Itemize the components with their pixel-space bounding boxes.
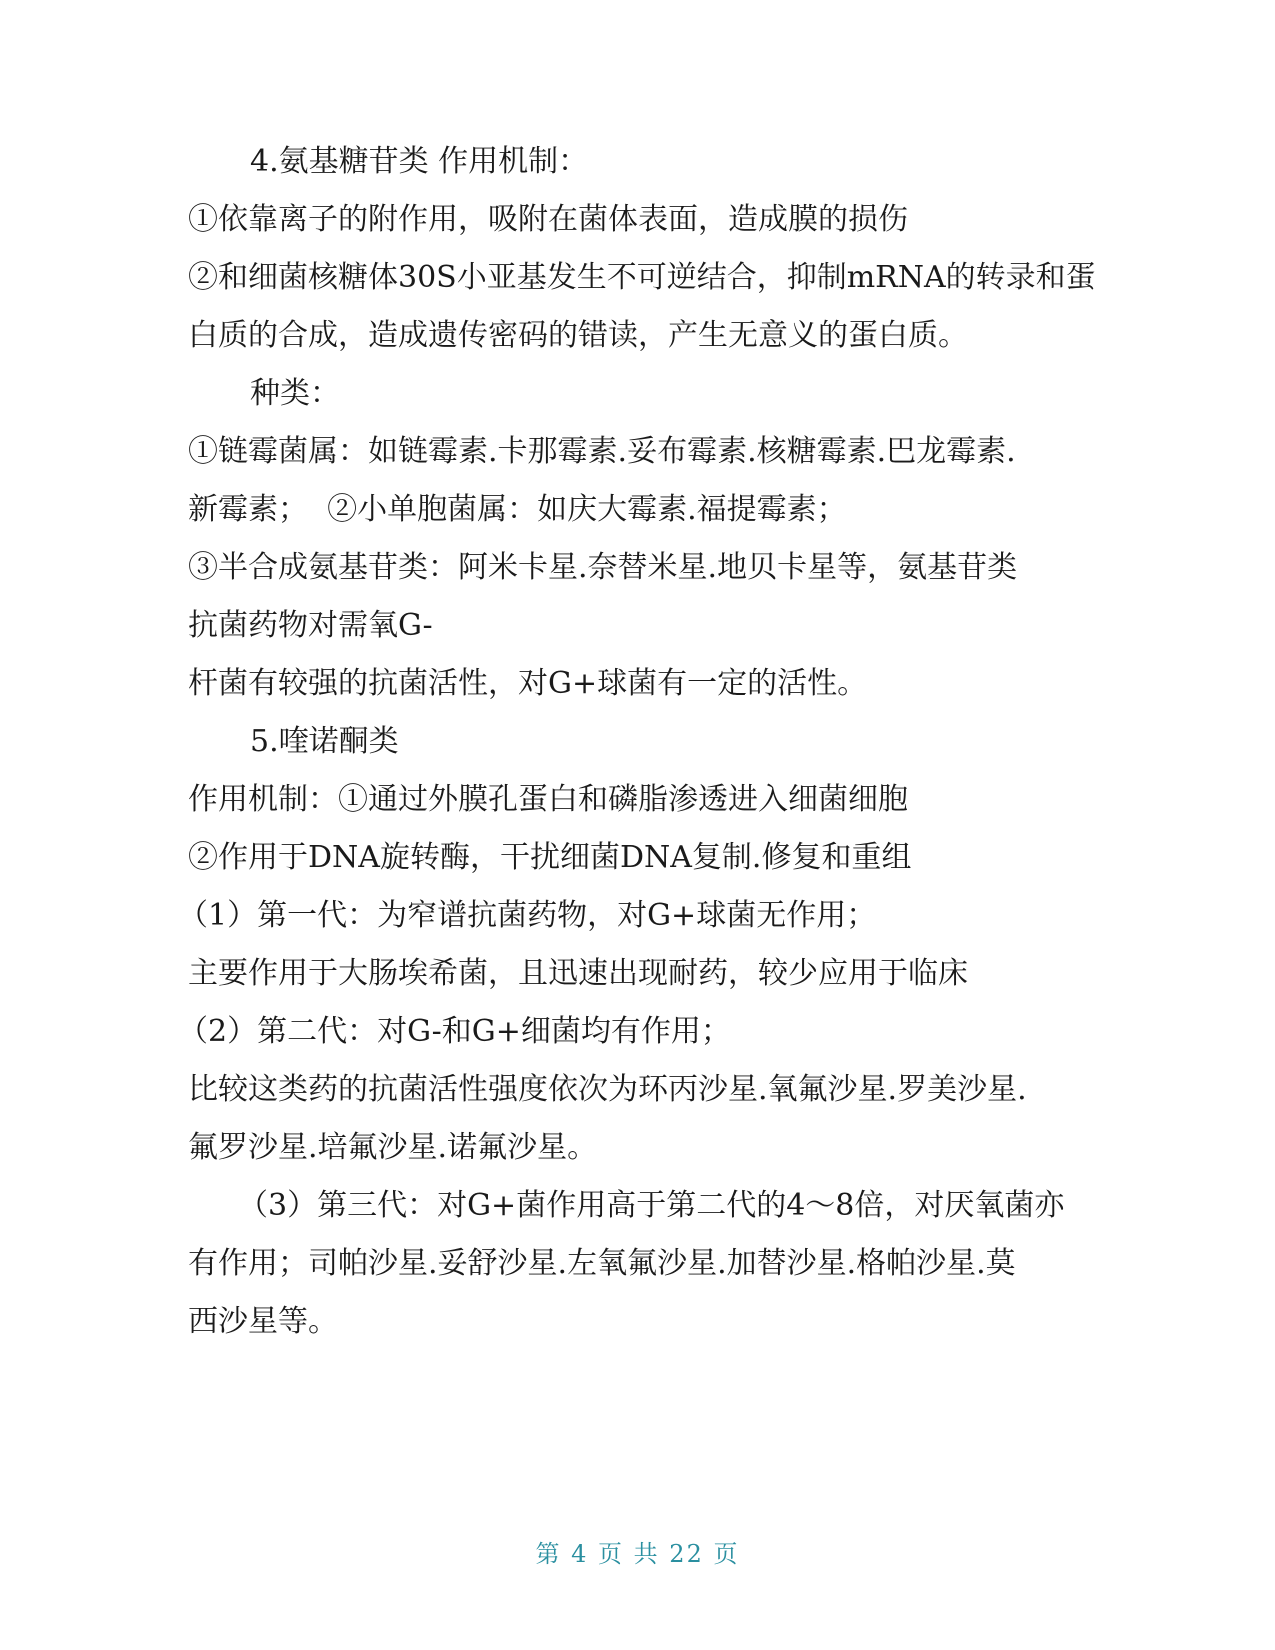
paragraph-line: ③半合成氨基苷类：阿米卡星.奈替米星.地贝卡星等，氨基苷类	[188, 550, 1018, 585]
paragraph-line: （1）第一代：为窄谱抗菌药物，对G+球菌无作用；	[178, 898, 877, 933]
paragraph-line: 比较这类药的抗菌活性强度依次为环丙沙星.氧氟沙星.罗美沙星.	[188, 1072, 1027, 1107]
paragraph-line: ①依靠离子的附作用，吸附在菌体表面，造成膜的损伤	[188, 202, 908, 237]
paragraph-line: 主要作用于大肠埃希菌，且迅速出现耐药，较少应用于临床	[188, 956, 968, 991]
section-heading-quinolones: 5.喹诺酮类	[250, 724, 399, 759]
paragraph-line: ①链霉菌属：如链霉素.卡那霉素.妥布霉素.核糖霉素.巴龙霉素.	[188, 434, 1016, 469]
paragraph-line: （2）第二代：对G-和G+细菌均有作用；	[178, 1014, 731, 1049]
paragraph-line: 西沙星等。	[188, 1304, 338, 1339]
paragraph-line: 杆菌有较强的抗菌活性，对G+球菌有一定的活性。	[188, 666, 868, 701]
page-number-footer: 第 4 页 共 22 页	[535, 1540, 740, 1568]
paragraph-line: 抗菌药物对需氧G-	[188, 608, 433, 643]
paragraph-line: 新霉素； ②小单胞菌属：如庆大霉素.福提霉素；	[188, 492, 847, 527]
paragraph-line: 氟罗沙星.培氟沙星.诺氟沙星。	[188, 1130, 598, 1165]
paragraph-line: ②作用于DNA旋转酶，干扰细菌DNA复制.修复和重组	[188, 840, 912, 875]
subheading-types: 种类：	[250, 376, 340, 411]
paragraph-line: 有作用；司帕沙星.妥舒沙星.左氧氟沙星.加替沙星.格帕沙星.莫	[188, 1246, 1016, 1281]
section-heading-aminoglycosides: 4.氨基糖苷类 作用机制：	[250, 144, 589, 179]
paragraph-line: ②和细菌核糖体30S小亚基发生不可逆结合，抑制mRNA的转录和蛋	[188, 260, 1096, 295]
paragraph-line: 作用机制：①通过外膜孔蛋白和磷脂渗透进入细菌细胞	[188, 782, 908, 817]
paragraph-line: （3）第三代：对G+菌作用高于第二代的4～8倍，对厌氧菌亦	[238, 1188, 1065, 1223]
paragraph-line: 白质的合成，造成遗传密码的错读，产生无意义的蛋白质。	[188, 318, 968, 353]
